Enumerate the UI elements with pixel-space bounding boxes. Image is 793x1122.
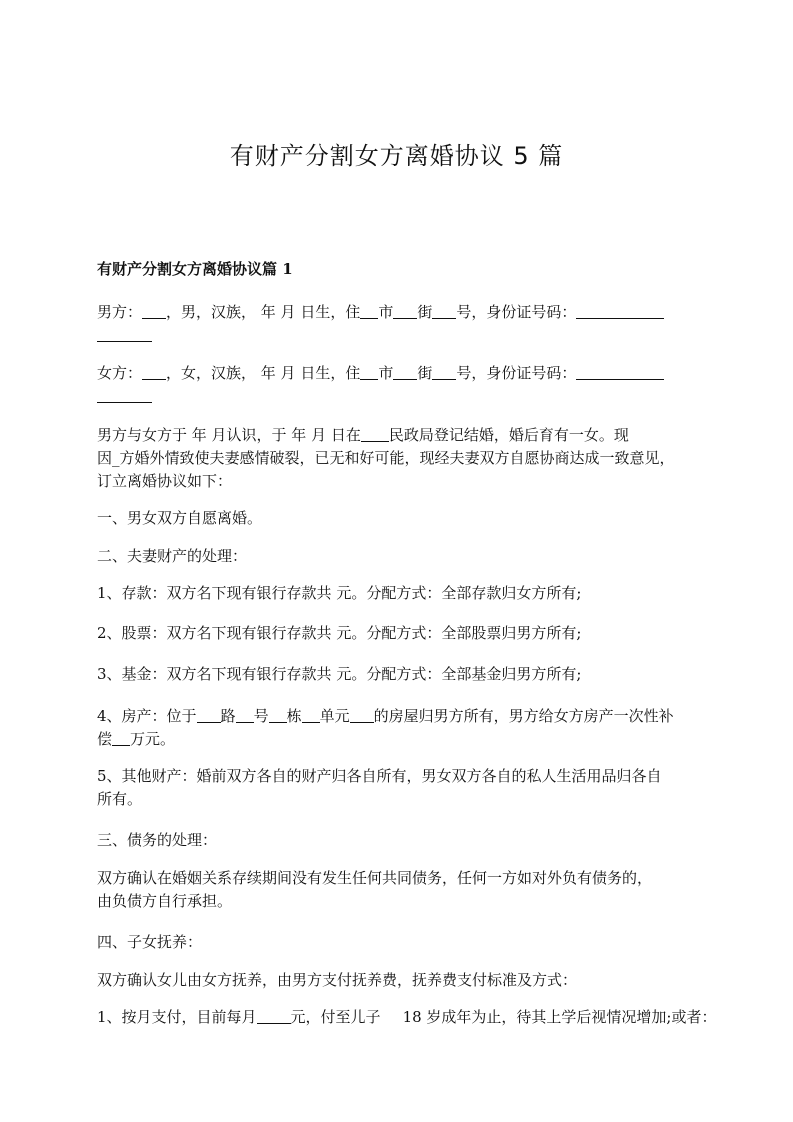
blank <box>112 729 130 746</box>
property-f: 的房屋归男方所有，男方给女方房产一次性补 <box>373 707 674 725</box>
clause-4: 四、子女抚养： <box>97 933 203 951</box>
property-unit: 单元 <box>319 707 350 725</box>
blank-city <box>360 302 378 319</box>
intro-paragraph <box>97 424 717 493</box>
male-info: ，男，汉族， 年 月 日生，住 <box>166 303 361 321</box>
male-party-paragraph <box>97 301 717 347</box>
city-label: 市 <box>378 303 394 321</box>
item-stock: 2、股票：双方名下现有银行存款共 元。分配方式：全部股票归男方所有; <box>97 624 582 642</box>
blank-number <box>432 363 456 380</box>
blank <box>236 706 254 723</box>
other-line1: 5、其他财产：婚前双方各自的财产归各自所有，男女双方各自的私人生活用品归各自 <box>97 767 662 785</box>
intro-line1-b: 民政局登记结婚，婚后育有一女。现 <box>388 426 629 444</box>
item-fund: 3、基金：双方名下现有银行存款共 元。分配方式：全部基金归男方所有; <box>97 665 582 683</box>
section-heading: 有财产分割女方离婚协议篇 1 <box>97 260 293 278</box>
blank-city <box>360 363 378 380</box>
property-a: 4、房产：位于 <box>97 707 197 725</box>
blank-name <box>142 302 166 319</box>
street-label: 街 <box>417 364 433 382</box>
pay-b: 元，付至儿子 <box>290 1008 381 1026</box>
document-title: 有财产分割女方离婚协议 5 篇 <box>229 142 564 170</box>
female-label: 女方： <box>97 364 143 382</box>
item-deposit: 1、存款：双方名下现有银行存款共 元。分配方式：全部存款归女方所有; <box>97 584 582 602</box>
blank-id-cont <box>97 325 152 342</box>
id-label: 号，身份证号码： <box>456 364 577 382</box>
male-label: 男方： <box>97 303 143 321</box>
blank-id <box>576 363 664 380</box>
debt-line1: 双方确认在婚姻关系存续期间没有发生任何共同债务，任何一方如对外负有债务的， <box>97 869 653 887</box>
other-line2: 所有。 <box>97 790 143 808</box>
blank <box>269 706 287 723</box>
intro-line2: 因_方婚外情致使夫妻感情破裂，已无和好可能，现经夫妻双方自愿协商达成一致意见， <box>97 449 675 467</box>
pay-c: 18 岁成年为止，待其上学后视情况增加;或者： <box>402 1008 717 1026</box>
pay-a: 1、按月支付，目前每月 <box>97 1008 257 1026</box>
blank-id <box>576 302 664 319</box>
blank <box>197 706 221 723</box>
blank <box>350 706 374 723</box>
blank-bureau <box>361 425 389 442</box>
blank-name <box>142 363 166 380</box>
clause-3: 三、债务的处理： <box>97 831 218 849</box>
item-property <box>97 705 717 751</box>
property-road: 路 <box>220 707 236 725</box>
blank-amount <box>257 1007 291 1024</box>
item-other <box>97 765 717 811</box>
street-label: 街 <box>417 303 433 321</box>
clause-1: 一、男女双方自愿离婚。 <box>97 509 263 527</box>
id-label: 号，身份证号码： <box>456 303 577 321</box>
blank-street <box>393 363 417 380</box>
property-g: 偿 <box>97 730 113 748</box>
female-party-paragraph <box>97 362 717 408</box>
debt-paragraph <box>97 867 717 913</box>
female-info: ，女，汉族， 年 月 日生，住 <box>166 364 361 382</box>
property-num: 号 <box>253 707 269 725</box>
blank-number <box>432 302 456 319</box>
blank-id-cont <box>97 386 152 403</box>
child-paragraph: 双方确认女儿由女方抚养，由男方支付抚养费，抚养费支付标准及方式： <box>97 971 578 989</box>
intro-line3: 订立离婚协议如下： <box>97 472 233 490</box>
property-building: 栋 <box>286 707 302 725</box>
property-h: 万元。 <box>130 730 176 748</box>
clause-2: 二、夫妻财产的处理： <box>97 547 248 565</box>
debt-line2: 由负债方自行承担。 <box>97 892 233 910</box>
payment-paragraph <box>97 1006 717 1029</box>
intro-line1-a: 男方与女方于 年 月认识，于 年 月 日在 <box>97 426 361 444</box>
blank <box>302 706 320 723</box>
city-label: 市 <box>378 364 394 382</box>
blank-street <box>393 302 417 319</box>
